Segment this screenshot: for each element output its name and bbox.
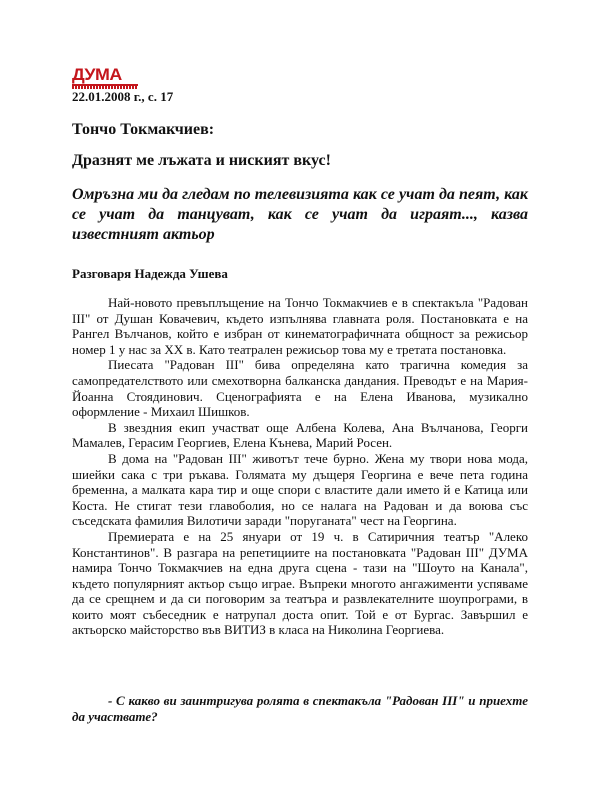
- publication-date-page: 22.01.2008 г., с. 17: [72, 89, 174, 104]
- newspaper-logo: [72, 66, 138, 86]
- body-paragraph: Пиесата "Радован III" бива определяна като трагична комедия за самопредателството или смехотворна балканска дандания. Преводът е на Мария-Йоанна Стоядинович. Сценографията е на Елена Иванова, музикално оформление - Михаил Шишков.: [72, 357, 528, 420]
- article-lead: Омръзна ми да гледам по телевизията как се учат да пеят, как се учат да танцуват, как се учат да играят..., казва известният актьор: [72, 186, 528, 243]
- interview-question: - С какво ви заинтригува ролята в спектакъла "Радован III" и приехте да участвате?: [72, 693, 528, 724]
- body-paragraph: В дома на "Радован III" животът тече бурно. Жена му твори нова мода, шиейки сака с три ръкава. Голямата му дъщеря Георгина е вече пета година бременна, а малката кара тир и още спори с властите дали името й е Катица или Коста. Не стигат тези главоболия, но се налага на Радован и да воюва със съседската фамилия Вилотичи заради "поруганата" чест на Георгина.: [72, 450, 528, 529]
- interviewer-byline: Разговаря Надежда Ушева: [72, 266, 228, 281]
- article-body: [72, 295, 528, 638]
- body-paragraph: В звездния екип участват още Албена Колева, Ана Вълчанова, Георги Мамалев, Герасим Георгиев, Елена Кънева, Марий Росен.: [72, 419, 528, 451]
- article-author: Тончо Токмакчиев:: [72, 121, 215, 138]
- body-paragraph: Премиерата е на 25 януари от 19 ч. в Сатиричния театър "Алеко Константинов". В разгара на репетициите на постановката "Радован III" ДУМА намира Тончо Токмакчиев на една друга сцена - тази на "Шоуто на Канала", където популярният актьор също играе. Въпреки многото ангажименти успяваме да се срещнем и да си поговорим за театъра и развлекателните шоупрограми, в които моят събеседник е натрупал доста опит. Той е от Бургас. Завършил е актьорско майсторство във ВИТИЗ в класа на Николина Георгиева.: [72, 528, 528, 638]
- logo-text: ДУМА: [72, 65, 122, 84]
- article-headline: Дразнят ме лъжата и ниският вкус!: [72, 152, 331, 169]
- body-paragraph: Най-новото превъплъщение на Тончо Токмакчиев е в спектакъла "Радован III" от Душан Ковачевич, където изпълнява главната роля. Постановката е на Рангел Вълчанов, който е избран от кинематографичната общност за режисьор номер 1 у нас за XX в. Като театрален режисьор това му е третата постановка.: [72, 295, 528, 357]
